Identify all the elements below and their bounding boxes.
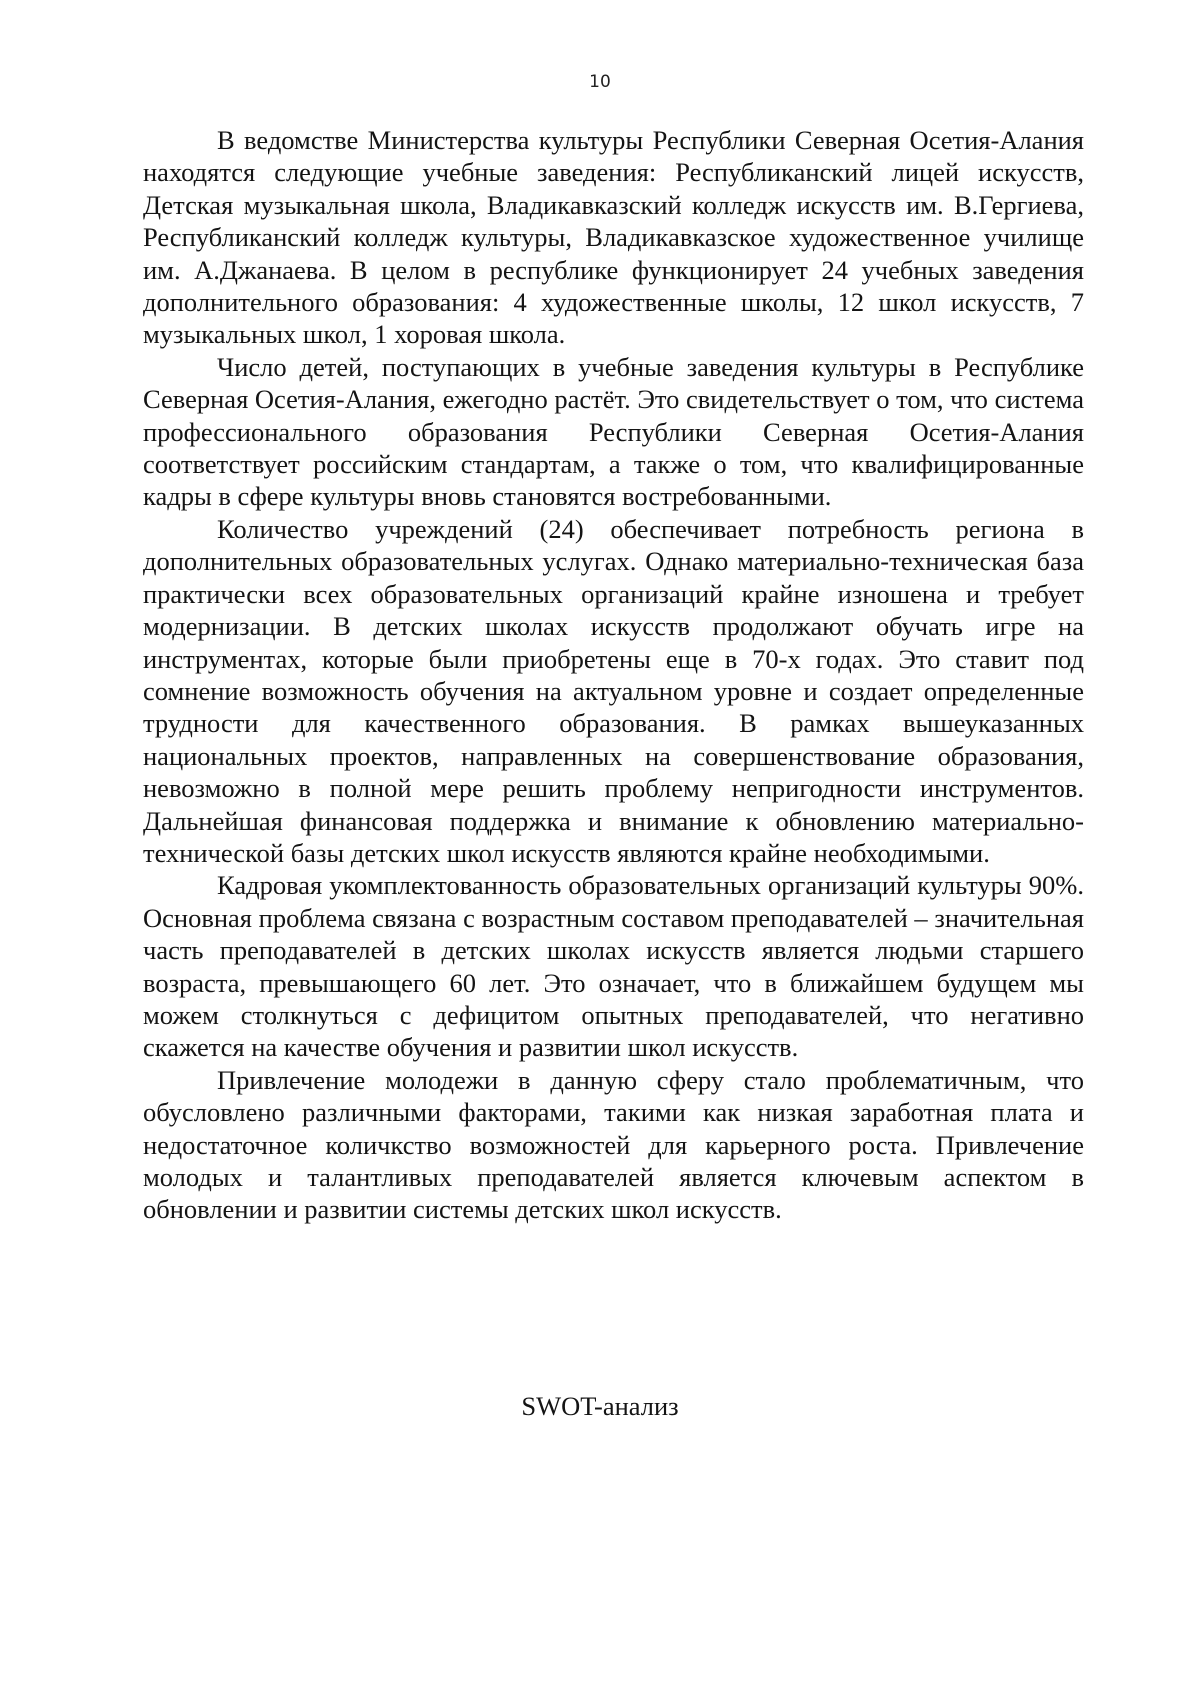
paragraph-staffing: Кадровая укомплектованность образовательных организаций культуры 90%. Основная проблема связана с возрастным составом преподавателей – значительная часть преподавателей в детских школах искусств является людьми старшего возраста, превышающего 60 лет. Это означает, что в ближайшем будущем мы можем столкнуться с дефицитом опытных преподавателей, что негативно скажется на качестве обучения и развитии школ искусств.	[143, 870, 1084, 1063]
paragraph-youth-attraction: Привлечение молодежи в данную сферу стало проблематичным, что обусловлено различными факторами, такими как низкая заработная плата и недостаточное количкство возможностей для карьерного роста. Привлечение молодых и талантливых преподавателей является ключевым аспектом в обновлении и развитии системы детских школ искусств.	[143, 1064, 1084, 1225]
paragraph-material-base: Количество учреждений (24) обеспечивает потребность региона в дополнительных образовательных услугах. Однако материально-техническая база практически всех образовательных организаций крайне изношена и требует модернизации. В детских школах искусств продолжают обучать игре на инструментах, которые были приобретены еще в 70-х годах. Это ставит под сомнение возможность обучения на актуальном уровне и создает определенные трудности для качественного образования. В рамках вышеуказанных национальных проектов, направленных на совершенствование образования, невозможно в полной мере решить проблему непригодности инструментов. Дальнейшая финансовая поддержка и внимание к обновлению материально-технической базы детских школ искусств являются крайне необходимыми.	[143, 513, 1084, 868]
body-text	[143, 124, 1084, 1226]
page-number: 10	[589, 72, 611, 92]
paragraph-educational-institutions: В ведомстве Министерства культуры Республики Северная Осетия-Алания находятся следующие учебные заведения: Республиканский лицей искусств, Детская музыкальная школа, Владикавказский колледж искусств им. В.Гергиева, Республиканский колледж культуры, Владикавказское художественное училище им. А.Джанаева. В целом в республике функционирует 24 учебных заведения дополнительного образования: 4 художественные школы, 12 школ искусств, 7 музыкальных школ, 1 хоровая школа.	[143, 125, 1084, 350]
paragraph-student-growth: Число детей, поступающих в учебные заведения культуры в Республике Северная Осетия-Алания, ежегодно растёт. Это свидетельствует о том, что система профессионального образования Республики Северная Осетия-Алания соответствует российским стандартам, а также о том, что квалифицированные кадры в сфере культуры вновь становятся востребованными.	[143, 351, 1084, 512]
section-title: SWOT-анализ	[521, 1391, 679, 1421]
